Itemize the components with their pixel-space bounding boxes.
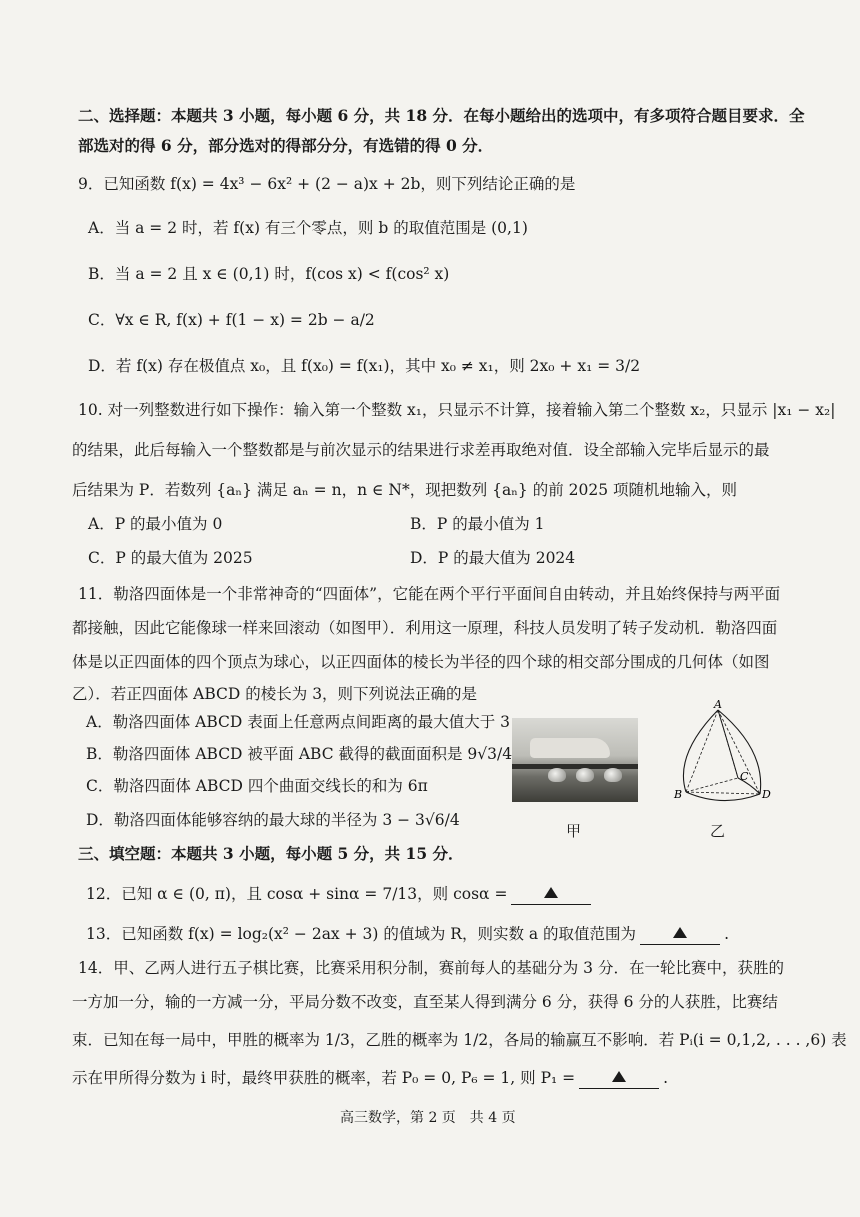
- q11-line4: 乙）．若正四面体 ABCD 的棱长为 3，则下列说法正确的是: [72, 685, 478, 703]
- q10-line1: 10. 对一列整数进行如下操作：输入第一个整数 x₁，只显示不计算，接着输入第二个整数 x₂，只显示 |x₁ − x₂|: [78, 401, 836, 419]
- vertex-a-label: A: [714, 700, 722, 711]
- vertex-b-label: B: [674, 788, 683, 801]
- q9-option-c: C．∀x ∈ R, f(x) + f(1 − x) = 2b − a/2: [88, 311, 375, 329]
- triangle-icon: [612, 1071, 626, 1082]
- q12-text: 12．已知 α ∈ (0, π)，且 cosα + sinα = 7/13，则 cosα =: [86, 885, 508, 903]
- section3-instructions: 三、填空题：本题共 3 小题，每小题 5 分，共 15 分．: [78, 844, 464, 863]
- q9-option-d: D．若 f(x) 存在极值点 x₀，且 f(x₀) = f(x₁)，其中 x₀ ≠ x₁，则 2x₀ + x₁ = 3/2: [88, 357, 641, 375]
- q11-option-d: D．勒洛四面体能够容纳的最大球的半径为 3 − 3√6/4: [86, 811, 460, 829]
- edge-ac: [718, 710, 738, 778]
- arc-ab: [683, 710, 718, 792]
- q10-option-b: B．P 的最小值为 1: [410, 515, 545, 533]
- q10-option-d: D．P 的最大值为 2024: [410, 549, 576, 567]
- vertex-c-label: C: [740, 770, 749, 783]
- q10-option-c: C．P 的最大值为 2025: [88, 549, 253, 567]
- figure-yi-caption: 乙: [710, 822, 726, 840]
- edge-ad: [718, 710, 760, 794]
- triangle-icon: [673, 927, 687, 938]
- reuleaux-ball-2: [576, 768, 594, 782]
- q11-line2: 都接触，因此它能像球一样来回滚动（如图甲）．利用这一原理，科技人员发明了转子发动机．勒洛四面: [72, 619, 778, 637]
- q11-option-a: A．勒洛四面体 ABCD 表面上任意两点间距离的最大值大于 3: [86, 713, 510, 731]
- q13-end: .: [724, 925, 729, 943]
- vertex-d-label: D: [762, 788, 771, 801]
- q14-line4: [72, 1068, 668, 1089]
- q9-option-a: A．当 a = 2 时，若 f(x) 有三个零点，则 b 的取值范围是 (0,1): [88, 219, 528, 237]
- q13-answer-blank[interactable]: [640, 924, 720, 945]
- q9-stem: 9．已知函数 f(x) = 4x³ − 6x² + (2 − a)x + 2b，则下列结论正确的是: [78, 175, 576, 193]
- triangle-icon: [544, 887, 558, 898]
- q14-text: 示在甲所得分数为 i 时，最终甲获胜的概率，若 P₀ = 0, P₆ = 1, 则 P₁ =: [72, 1069, 576, 1087]
- edge-ab: [686, 710, 718, 792]
- reuleaux-ball-1: [548, 768, 566, 782]
- reuleaux-tetrahedron-diagram: [664, 700, 784, 810]
- q12-answer-blank[interactable]: [511, 884, 591, 905]
- reuleaux-ball-3: [604, 768, 622, 782]
- q11-line3: 体是以正四面体的四个顶点为球心，以正四面体的棱长为半径的四个球的相交部分围成的几何体（如图: [72, 653, 770, 671]
- section2-instructions-line2: 部选对的得 6 分，部分选对的得部分分，有选错的得 0 分．: [78, 136, 494, 155]
- hand-shape: [530, 738, 610, 758]
- q14-answer-blank[interactable]: [579, 1068, 659, 1089]
- q11-option-b: B．勒洛四面体 ABCD 被平面 ABC 截得的截面面积是 9√3/4: [86, 745, 513, 763]
- q9-option-b: B．当 a = 2 且 x ∈ (0,1) 时，f(cos x) < f(cos² x): [88, 265, 450, 283]
- rolling-reuleaux-photo: [512, 718, 638, 802]
- q13-line: [86, 924, 729, 945]
- section2-instructions-line1: 二、选择题：本题共 3 小题，每小题 6 分，共 18 分．在每小题给出的选项中，有多项符合题目要求．全: [78, 106, 805, 125]
- edge-bd: [686, 792, 760, 794]
- q10-line2: 的结果，此后每输入一个整数都是与前次显示的结果进行求差再取绝对值．设全部输入完毕后显示的最: [72, 441, 770, 459]
- q10-option-a: A．P 的最小值为 0: [88, 515, 223, 533]
- q13-text: 13．已知函数 f(x) = log₂(x² − 2ax + 3) 的值域为 R，则实数 a 的取值范围为: [86, 925, 637, 943]
- q14-line2: 一方加一分，输的一方减一分，平局分数不改变，直至某人得到满分 6 分，获得 6 分的人获胜，比赛结: [72, 993, 778, 1011]
- plate-bar: [512, 764, 638, 769]
- q12-line: [86, 884, 595, 905]
- q14-line3: 束．已知在每一局中，甲胜的概率为 1/3，乙胜的概率为 1/2，各局的输赢互不影响．若 Pᵢ(i = 0,1,2, . . . ,6) 表: [72, 1031, 847, 1049]
- edge-bc: [686, 778, 738, 792]
- q14-end: .: [663, 1069, 669, 1087]
- q14-line1: 14．甲、乙两人进行五子棋比赛，比赛采用积分制，赛前每人的基础分为 3 分．在一轮比赛中，获胜的: [78, 959, 784, 977]
- q11-line1: 11．勒洛四面体是一个非常神奇的“四面体”，它能在两个平行平面间自由转动，并且始终保持与两平面: [78, 585, 781, 603]
- q11-option-c: C．勒洛四面体 ABCD 四个曲面交线长的和为 6π: [86, 777, 428, 795]
- figure-jia-caption: 甲: [566, 822, 582, 840]
- page-footer: 高三数学，第 2 页 共 4 页: [340, 1110, 516, 1126]
- q10-line3: 后结果为 P．若数列 {aₙ} 满足 aₙ = n，n ∈ N*，现把数列 {aₙ} 的前 2025 项随机地输入，则: [72, 481, 738, 499]
